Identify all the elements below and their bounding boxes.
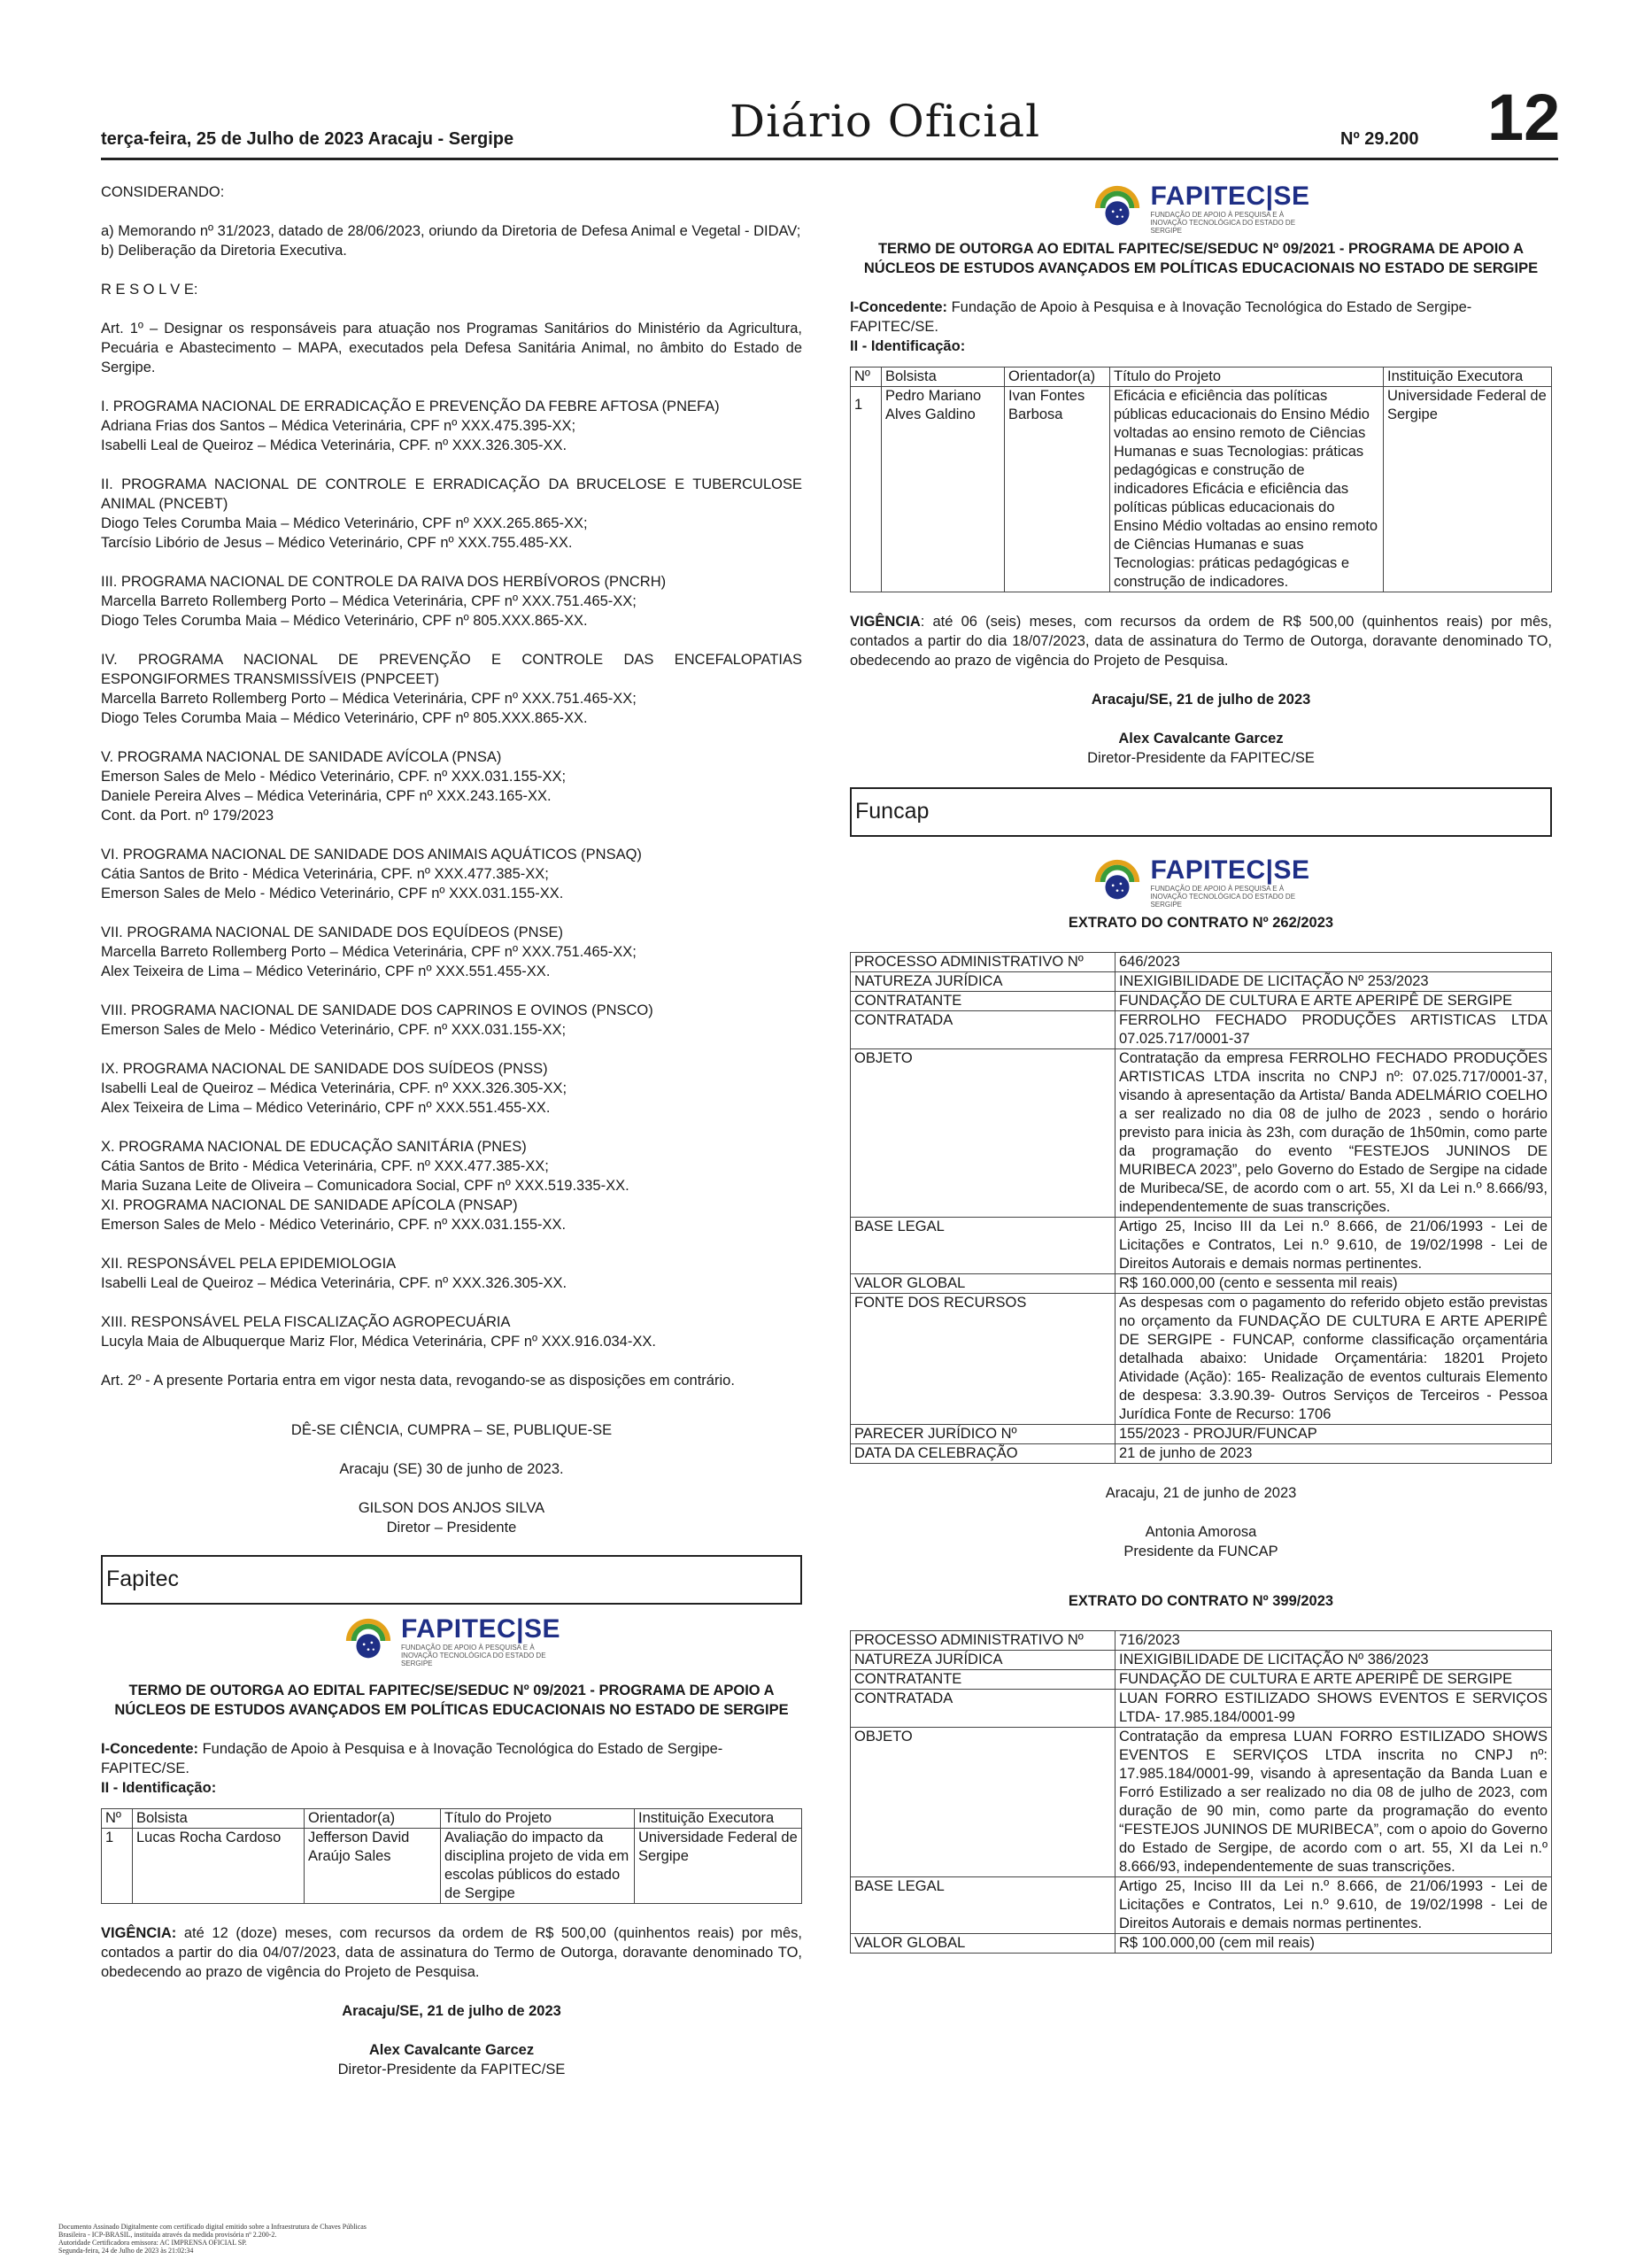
table-cell: Universidade Federal de Sergipe — [1384, 387, 1552, 592]
bolsista-table — [850, 367, 1552, 592]
program-title: XII. RESPONSÁVEL PELA EPIDEMIOLOGIA — [101, 1256, 397, 1272]
logo-name: FAPITEC|SE — [1150, 181, 1310, 211]
logo-name: FAPITEC|SE — [1150, 855, 1310, 885]
field-label: BASE LEGAL — [851, 1218, 1115, 1274]
program-responsible: Emerson Sales de Melo - Médico Veterinário, CPF nº XXX.031.155-XX. — [101, 886, 564, 901]
field-label: DATA DA CELEBRAÇÃO — [851, 1444, 1115, 1464]
program-responsible: Diogo Teles Corumba Maia – Médico Veterinário, CPF nº 805.XXX.865-XX. — [101, 710, 588, 726]
field-label: NATUREZA JURÍDICA — [851, 972, 1115, 992]
table-row — [851, 1444, 1552, 1464]
program-title: VIII. PROGRAMA NACIONAL DE SANIDADE DOS CAPRINOS E OVINOS (PNSCO) — [101, 1002, 653, 1018]
field-value: Contratação da empresa FERROLHO FECHADO PRODUÇÕES ARTISTICAS LTDA inscrita no CNPJ nº: 07.025.717/0001-37, visando à apresentação da Artista/ Banda ADELMÁRIO COELHO a ser realizado no dia 08 de julho de 2023 , sendo o horário previsto para inicia às 23h, com duração de 1h50min, como parte da programação do evento “FESTEJOS JUNINOS DE MURIBECA 2023”, pelo Governo do Estado de Sergipe na cidade de Muribeca/SE, de acordo com o art. 55, XI da Lei n.º 8.666/93, independentemente de suas transcrições. — [1115, 1049, 1552, 1218]
field-label: BASE LEGAL — [851, 1877, 1115, 1934]
contract-table — [850, 1630, 1552, 1954]
field-label: OBJETO — [851, 1049, 1115, 1218]
footer-line: Segunda-feira, 24 de Julho de 2023 às 21:02:34 — [58, 2247, 194, 2255]
program-responsible: Marcella Barreto Rollemberg Porto – Médica Veterinária, CPF nº XXX.751.465-XX; — [101, 593, 637, 609]
identificacao-label: II - Identificação: — [101, 1780, 217, 1796]
program-responsible: Emerson Sales de Melo - Médico Veterinário, CPF. nº XXX.031.155-XX; — [101, 769, 567, 785]
table-header: Nº — [851, 368, 882, 387]
table-row — [851, 1690, 1552, 1728]
footer-line: Autoridade Certificadora emissora: AC IMPRENSA OFICIAL SP. — [58, 2239, 247, 2247]
table-header: Orientador(a) — [1005, 368, 1110, 387]
program-responsible: Diogo Teles Corumba Maia – Médico Veterinário, CPF nº XXX.265.865-XX; — [101, 515, 588, 531]
program-responsible: Diogo Teles Corumba Maia – Médico Veterinário, CPF nº 805.XXX.865-XX. — [101, 613, 588, 629]
newspaper-title: Diário Oficial — [730, 96, 1041, 147]
field-value: FUNDAÇÃO DE CULTURA E ARTE APERIPÊ DE SERGIPE — [1115, 1670, 1552, 1690]
table-row — [102, 1829, 802, 1904]
field-label: PROCESSO ADMINISTRATIVO Nº — [851, 1631, 1115, 1651]
vigencia-text: até 12 (doze) meses, com recursos da ordem de R$ 500,00 (quinhentos reais) por mês, contados a partir do dia 04/07/2023, data de assinatura do Termo de Outorga, doravante denominado TO, obedecendo ao prazo de vigência do Projeto de Pesquisa. — [101, 1925, 802, 1980]
section-funcap: Funcap — [850, 787, 1552, 837]
footer-line: Brasileira - ICP-BRASIL, instituída através da medida provisória nº 2.200-2. — [58, 2231, 277, 2239]
signer-name: GILSON DOS ANJOS SILVA — [358, 1500, 545, 1516]
field-label: PARECER JURÍDICO Nº — [851, 1425, 1115, 1444]
concedente — [850, 298, 1552, 337]
table-cell: Avaliação do impacto da disciplina projeto de vida em escolas públicos do estado de Sergipe — [441, 1829, 635, 1904]
field-label: CONTRATANTE — [851, 992, 1115, 1011]
field-label: NATUREZA JURÍDICA — [851, 1651, 1115, 1670]
concedente-text: Fundação de Apoio à Pesquisa e à Inovação Tecnológica do Estado de Sergipe- FAPITEC/SE. — [850, 299, 1472, 335]
signature-date: Aracaju (SE) 30 de junho de 2023. — [339, 1461, 564, 1477]
considering-a: a) Memorando nº 31/2023, datado de 28/06/2023, oriundo da Diretoria de Defesa Animal e Vegetal - DIDAV; — [101, 223, 801, 239]
issue-number: Nº 29.200 — [1340, 129, 1419, 149]
program-title: IV. PROGRAMA NACIONAL DE PREVENÇÃO E CONTROLE DAS ENCEFALOPATIAS ESPONGIFORMES TRANSMISSÍVEIS (PNPCEET) — [101, 652, 802, 687]
program-responsible: Isabelli Leal de Queiroz – Médica Veterinária, CPF. nº XXX.326.305-XX; — [101, 1080, 567, 1096]
bolsista-table — [101, 1808, 802, 1904]
program-responsible: Alex Teixeira de Lima – Médico Veterinário, CPF nº XXX.551.455-XX. — [101, 1100, 551, 1116]
article-2: Art. 2º - A presente Portaria entra em vigor nesta data, revogando-se as disposições em contrário. — [101, 1373, 735, 1389]
table-cell: Jefferson David Araújo Sales — [305, 1829, 441, 1904]
program-responsible: Cont. da Port. nº 179/2023 — [101, 808, 274, 824]
table-row — [851, 1728, 1552, 1877]
field-value: R$ 100.000,00 (cem mil reais) — [1115, 1934, 1552, 1954]
table-row — [851, 1011, 1552, 1049]
program-title: II. PROGRAMA NACIONAL DE CONTROLE E ERRADICAÇÃO DA BRUCELOSE E TUBERCULOSE ANIMAL (PNCEBT) — [101, 476, 802, 512]
program-responsible: Maria Suzana Leite de Oliveira – Comunicadora Social, CPF nº XXX.519.335-XX. — [101, 1178, 629, 1194]
program-responsible: Daniele Pereira Alves – Médica Veterinária, CPF nº XXX.243.165-XX. — [101, 788, 552, 804]
program-title: III. PROGRAMA NACIONAL DE CONTROLE DA RAIVA DOS HERBÍVOROS (PNCRH) — [101, 574, 667, 590]
contract-signer: Antonia Amorosa — [1145, 1524, 1257, 1540]
article-1: Art. 1º – Designar os responsáveis para atuação nos Programas Sanitários do Ministério da Agricultura, Pecuária e Abastecimento – MAPA, executados pela Defesa Sanitária Animal, no âmbito do Estado de Sergipe. — [101, 321, 802, 375]
field-value: LUAN FORRO ESTILIZADO SHOWS EVENTOS E SERVIÇOS LTDA- 17.985.184/0001-99 — [1115, 1690, 1552, 1728]
field-value: FERROLHO FECHADO PRODUÇÕES ARTISTICAS LTDA 07.025.717/0001-37 — [1115, 1011, 1552, 1049]
resolve-heading: R E S O L V E: — [101, 282, 198, 298]
table-cell: Pedro Mariano Alves Galdino — [882, 387, 1005, 592]
table-row — [851, 1631, 1552, 1651]
field-label: CONTRATADA — [851, 1011, 1115, 1049]
contract-table — [850, 952, 1552, 1464]
program-responsible: Marcella Barreto Rollemberg Porto – Médica Veterinária, CPF nº XXX.751.465-XX; — [101, 944, 637, 960]
table-row — [851, 953, 1552, 972]
program-responsible: Emerson Sales de Melo - Médico Veterinário, CPF. nº XXX.031.155-XX; — [101, 1022, 567, 1038]
contract-date: Aracaju, 21 de junho de 2023 — [1105, 1485, 1297, 1501]
identificacao-label: II - Identificação: — [850, 338, 966, 354]
field-value: 21 de junho de 2023 — [1115, 1444, 1552, 1464]
field-label: FONTE DOS RECURSOS — [851, 1294, 1115, 1425]
field-value: 155/2023 - PROJUR/FUNCAP — [1115, 1425, 1552, 1444]
program-responsible: XI. PROGRAMA NACIONAL DE SANIDADE APÍCOLA (PNSAP) — [101, 1197, 518, 1213]
table-row — [851, 1218, 1552, 1274]
program-responsible: Tarcísio Libório de Jesus – Médico Veterinário, CPF nº XXX.755.485-XX. — [101, 535, 573, 551]
program-title: I. PROGRAMA NACIONAL DE ERRADICAÇÃO E PREVENÇÃO DA FEBRE AFTOSA (PNEFA) — [101, 398, 720, 414]
considering-title: CONSIDERANDO: — [101, 184, 225, 200]
field-value: FUNDAÇÃO DE CULTURA E ARTE APERIPÊ DE SERGIPE — [1115, 992, 1552, 1011]
logo-tagline: FUNDAÇÃO DE APOIO À PESQUISA E À INOVAÇÃO TECNOLÓGICA DO ESTADO DE SERGIPE — [1150, 884, 1296, 909]
table-row — [851, 1670, 1552, 1690]
program-list — [101, 397, 802, 1371]
table-row — [851, 1049, 1552, 1218]
page-number: 12 — [1487, 81, 1561, 154]
table-header: Título do Projeto — [441, 1809, 635, 1829]
program-responsible: Marcella Barreto Rollemberg Porto – Médica Veterinária, CPF nº XXX.751.465-XX; — [101, 691, 637, 707]
fapitec-logo — [101, 1610, 802, 1672]
program-title: VII. PROGRAMA NACIONAL DE SANIDADE DOS EQUÍDEOS (PNSE) — [101, 925, 563, 940]
term-title: TERMO DE OUTORGA AO EDITAL FAPITEC/SE/SEDUC Nº 09/2021 - PROGRAMA DE APOIO A NÚCLEOS DE ESTUDOS AVANÇADOS EM POLÍTICAS EDUCACIONAIS NO ESTADO DE SERGIPE — [863, 241, 1539, 276]
digital-signature-note — [58, 2223, 590, 2255]
header-rule — [101, 158, 1558, 160]
table-row — [851, 972, 1552, 992]
concedente-label: I-Concedente: — [101, 1741, 199, 1757]
field-value: Contratação da empresa LUAN FORRO ESTILIZADO SHOWS EVENTOS E SERVIÇOS LTDA inscrita no CNPJ nº: 17.985.184/0001-99, visando à apresentação da Banda Luan e Forró Estilizado a ser realizado no dia 08 de julho de 2023, com duração de 90 min, como parte da programação do evento “FESTEJOS JUNINOS DE MURIBECA”, com o apoio do Governo do Estado de Sergipe, de acordo com o art. 55, XI da Lei n.º 8.666/93, independentemente de suas transcrições. — [1115, 1728, 1552, 1877]
term-title: TERMO DE OUTORGA AO EDITAL FAPITEC/SE/SEDUC Nº 09/2021 - PROGRAMA DE APOIO A NÚCLEOS DE ESTUDOS AVANÇADOS EM POLÍTICAS EDUCACIONAIS NO ESTADO DE SERGIPE — [114, 1683, 789, 1718]
program-title: VI. PROGRAMA NACIONAL DE SANIDADE DOS ANIMAIS AQUÁTICOS (PNSAQ) — [101, 847, 642, 863]
vigencia-text: : até 06 (seis) meses, com recursos da ordem de R$ 500,00 (quinhentos reais) por mês, contados a partir do dia 18/07/2023, data de assinatura do Termo de Outorga, doravante denominado TO, obedecendo ao prazo de vigência do Projeto de Pesquisa. — [850, 614, 1552, 669]
field-value: As despesas com o pagamento do referido objeto estão previstas no orçamento da FUNDAÇÃO DE CULTURA E ARTE APERIPÊ DE SERGIPE - FUNCAP, conforme classificação orçamentária detalhada abaixo: Unidade Orçamentária: 18201 Projeto Atividade (Ação): 165- Realização de eventos culturais Elemento de despesa: 3.3.90.39- Outros Serviços de Terceiros - Pessoa Jurídica Fonte de Recurso: 1706 — [1115, 1294, 1552, 1425]
field-label: CONTRATADA — [851, 1690, 1115, 1728]
field-value: Artigo 25, Inciso III da Lei n.º 8.666, de 21/06/1993 - Lei de Licitações e Contratos, Lei n.º 9.610, de 19/02/1998 - Lei de Direitos Autorais e demais normas pertinentes. — [1115, 1877, 1552, 1934]
field-value: INEXIGIBILIDADE DE LICITAÇÃO Nº 386/2023 — [1115, 1651, 1552, 1670]
field-value: 646/2023 — [1115, 953, 1552, 972]
table-header: Título do Projeto — [1110, 368, 1384, 387]
table-row — [851, 1294, 1552, 1425]
table-cell: Ivan Fontes Barbosa — [1005, 387, 1110, 592]
field-value: R$ 160.000,00 (cento e sessenta mil reais) — [1115, 1274, 1552, 1294]
table-header: Instituição Executora — [635, 1809, 802, 1829]
program-title: XIII. RESPONSÁVEL PELA FISCALIZAÇÃO AGROPECUÁRIA — [101, 1314, 511, 1330]
field-value: 716/2023 — [1115, 1631, 1552, 1651]
table-cell: 1 — [102, 1829, 133, 1904]
table-row — [851, 387, 1552, 592]
field-label: OBJETO — [851, 1728, 1115, 1877]
term-date: Aracaju/SE, 21 de julho de 2023 — [1091, 692, 1311, 708]
closing-formula: DÊ-SE CIÊNCIA, CUMPRA – SE, PUBLIQUE-SE — [290, 1422, 613, 1438]
page-header — [101, 81, 1561, 156]
program-title: X. PROGRAMA NACIONAL DE EDUCAÇÃO SANITÁRIA (PNES) — [101, 1139, 527, 1155]
term-signer: Alex Cavalcante Garcez — [368, 2042, 535, 2058]
field-label: VALOR GLOBAL — [851, 1934, 1115, 1954]
table-row — [851, 992, 1552, 1011]
table-cell: Eficácia e eficiência das políticas públicas educacionais do Ensino Médio voltadas ao ensino remoto de Ciências Humanas e suas Tecnologias: práticas pedagógicas e construção de indicadores Eficácia e eficiência das políticas públicas educacionais do Ensino Médio voltadas ao ensino remoto de Ciências Humanas e suas Tecnologias: práticas pedagógicas e construção de indicadores. — [1110, 387, 1384, 592]
term-signer-role: Diretor-Presidente da FAPITEC/SE — [1087, 750, 1315, 766]
field-value: INEXIGIBILIDADE DE LICITAÇÃO Nº 253/2023 — [1115, 972, 1552, 992]
term-signer: Alex Cavalcante Garcez — [1118, 731, 1284, 747]
field-label: CONTRATANTE — [851, 1670, 1115, 1690]
logo-tagline: FUNDAÇÃO DE APOIO À PESQUISA E À INOVAÇÃO TECNOLÓGICA DO ESTADO DE SERGIPE — [400, 1643, 546, 1667]
contract-signer-role: Presidente da FUNCAP — [1123, 1544, 1278, 1559]
table-header: Instituição Executora — [1384, 368, 1552, 387]
concedente-label: I-Concedente: — [850, 299, 948, 315]
table-header-row — [102, 1809, 802, 1829]
contract-title: EXTRATO DO CONTRATO Nº 399/2023 — [1068, 1593, 1334, 1609]
term-date: Aracaju/SE, 21 de julho de 2023 — [342, 2003, 561, 2019]
program-responsible: Lucyla Maia de Albuquerque Mariz Flor, Médica Veterinária, CPF nº XXX.916.034-XX. — [101, 1334, 656, 1350]
vigencia — [101, 1923, 802, 1982]
program-responsible: Alex Teixeira de Lima – Médico Veterinário, CPF nº XXX.551.455-XX. — [101, 963, 551, 979]
table-header-row — [851, 368, 1552, 387]
program-responsible: Cátia Santos de Brito - Médica Veterinária, CPF. nº XXX.477.385-XX; — [101, 1158, 549, 1174]
program-responsible: Isabelli Leal de Queiroz – Médica Veterinária, CPF. nº XXX.326.305-XX. — [101, 1275, 567, 1291]
table-row — [851, 1651, 1552, 1670]
logo-name: FAPITEC|SE — [400, 1613, 561, 1644]
table-row — [851, 1877, 1552, 1934]
fapitec-logo — [850, 851, 1552, 913]
field-label: PROCESSO ADMINISTRATIVO Nº — [851, 953, 1115, 972]
right-column — [850, 177, 1552, 1954]
header-date: terça-feira, 25 de Julho de 2023 Aracaju - Sergipe — [101, 129, 514, 149]
vigencia — [850, 612, 1552, 670]
table-cell: Universidade Federal de Sergipe — [635, 1829, 802, 1904]
fapitec-emblem-icon — [343, 1615, 394, 1667]
fapitec-logo — [850, 177, 1552, 239]
program-responsible: Cátia Santos de Brito - Médica Veterinária, CPF. nº XXX.477.385-XX; — [101, 866, 549, 882]
signer-role: Diretor – Presidente — [386, 1520, 517, 1536]
program-responsible: Isabelli Leal de Queiroz – Médica Veterinária, CPF. nº XXX.326.305-XX. — [101, 437, 567, 453]
table-cell: Lucas Rocha Cardoso — [133, 1829, 305, 1904]
table-cell: 1 — [851, 387, 882, 592]
concedente-text: Fundação de Apoio à Pesquisa e à Inovação Tecnológica do Estado de Sergipe- FAPITEC/SE. — [101, 1741, 723, 1776]
term-signer-role: Diretor-Presidente da FAPITEC/SE — [337, 2062, 566, 2077]
program-responsible: Emerson Sales de Melo - Médico Veterinário, CPF. nº XXX.031.155-XX. — [101, 1217, 567, 1233]
table-header: Orientador(a) — [305, 1809, 441, 1829]
contract-title: EXTRATO DO CONTRATO Nº 262/2023 — [1068, 915, 1334, 931]
table-header: Nº — [102, 1809, 133, 1829]
program-title: IX. PROGRAMA NACIONAL DE SANIDADE DOS SUÍDEOS (PNSS) — [101, 1061, 548, 1077]
field-value: Artigo 25, Inciso III da Lei n.º 8.666, de 21/06/1993 - Lei de Licitações e Contratos, Lei n.º 9.610, de 19/02/1998 - Lei de Direitos Autorais e demais normas pertinentes. — [1115, 1218, 1552, 1274]
considering-b: b) Deliberação da Diretoria Executiva. — [101, 243, 347, 259]
vigencia-label: VIGÊNCIA — [850, 614, 921, 630]
vigencia-label: VIGÊNCIA: — [101, 1925, 177, 1941]
table-header: Bolsista — [882, 368, 1005, 387]
section-fapitec: Fapitec — [101, 1555, 802, 1605]
fapitec-emblem-icon — [1092, 856, 1143, 908]
fapitec-emblem-icon — [1092, 182, 1143, 234]
table-row — [851, 1425, 1552, 1444]
program-responsible: Adriana Frias dos Santos – Médica Veterinária, CPF nº XXX.475.395-XX; — [101, 418, 576, 434]
field-label: VALOR GLOBAL — [851, 1274, 1115, 1294]
program-title: V. PROGRAMA NACIONAL DE SANIDADE AVÍCOLA (PNSA) — [101, 749, 502, 765]
table-header: Bolsista — [133, 1809, 305, 1829]
left-column — [101, 182, 802, 2079]
footer-line: Documento Assinado Digitalmente com certificado digital emitido sobre a Infraestrutura de Chaves Públicas — [58, 2223, 367, 2231]
concedente — [101, 1739, 802, 1778]
table-row — [851, 1934, 1552, 1954]
table-row — [851, 1274, 1552, 1294]
logo-tagline: FUNDAÇÃO DE APOIO À PESQUISA E À INOVAÇÃO TECNOLÓGICA DO ESTADO DE SERGIPE — [1150, 210, 1296, 235]
